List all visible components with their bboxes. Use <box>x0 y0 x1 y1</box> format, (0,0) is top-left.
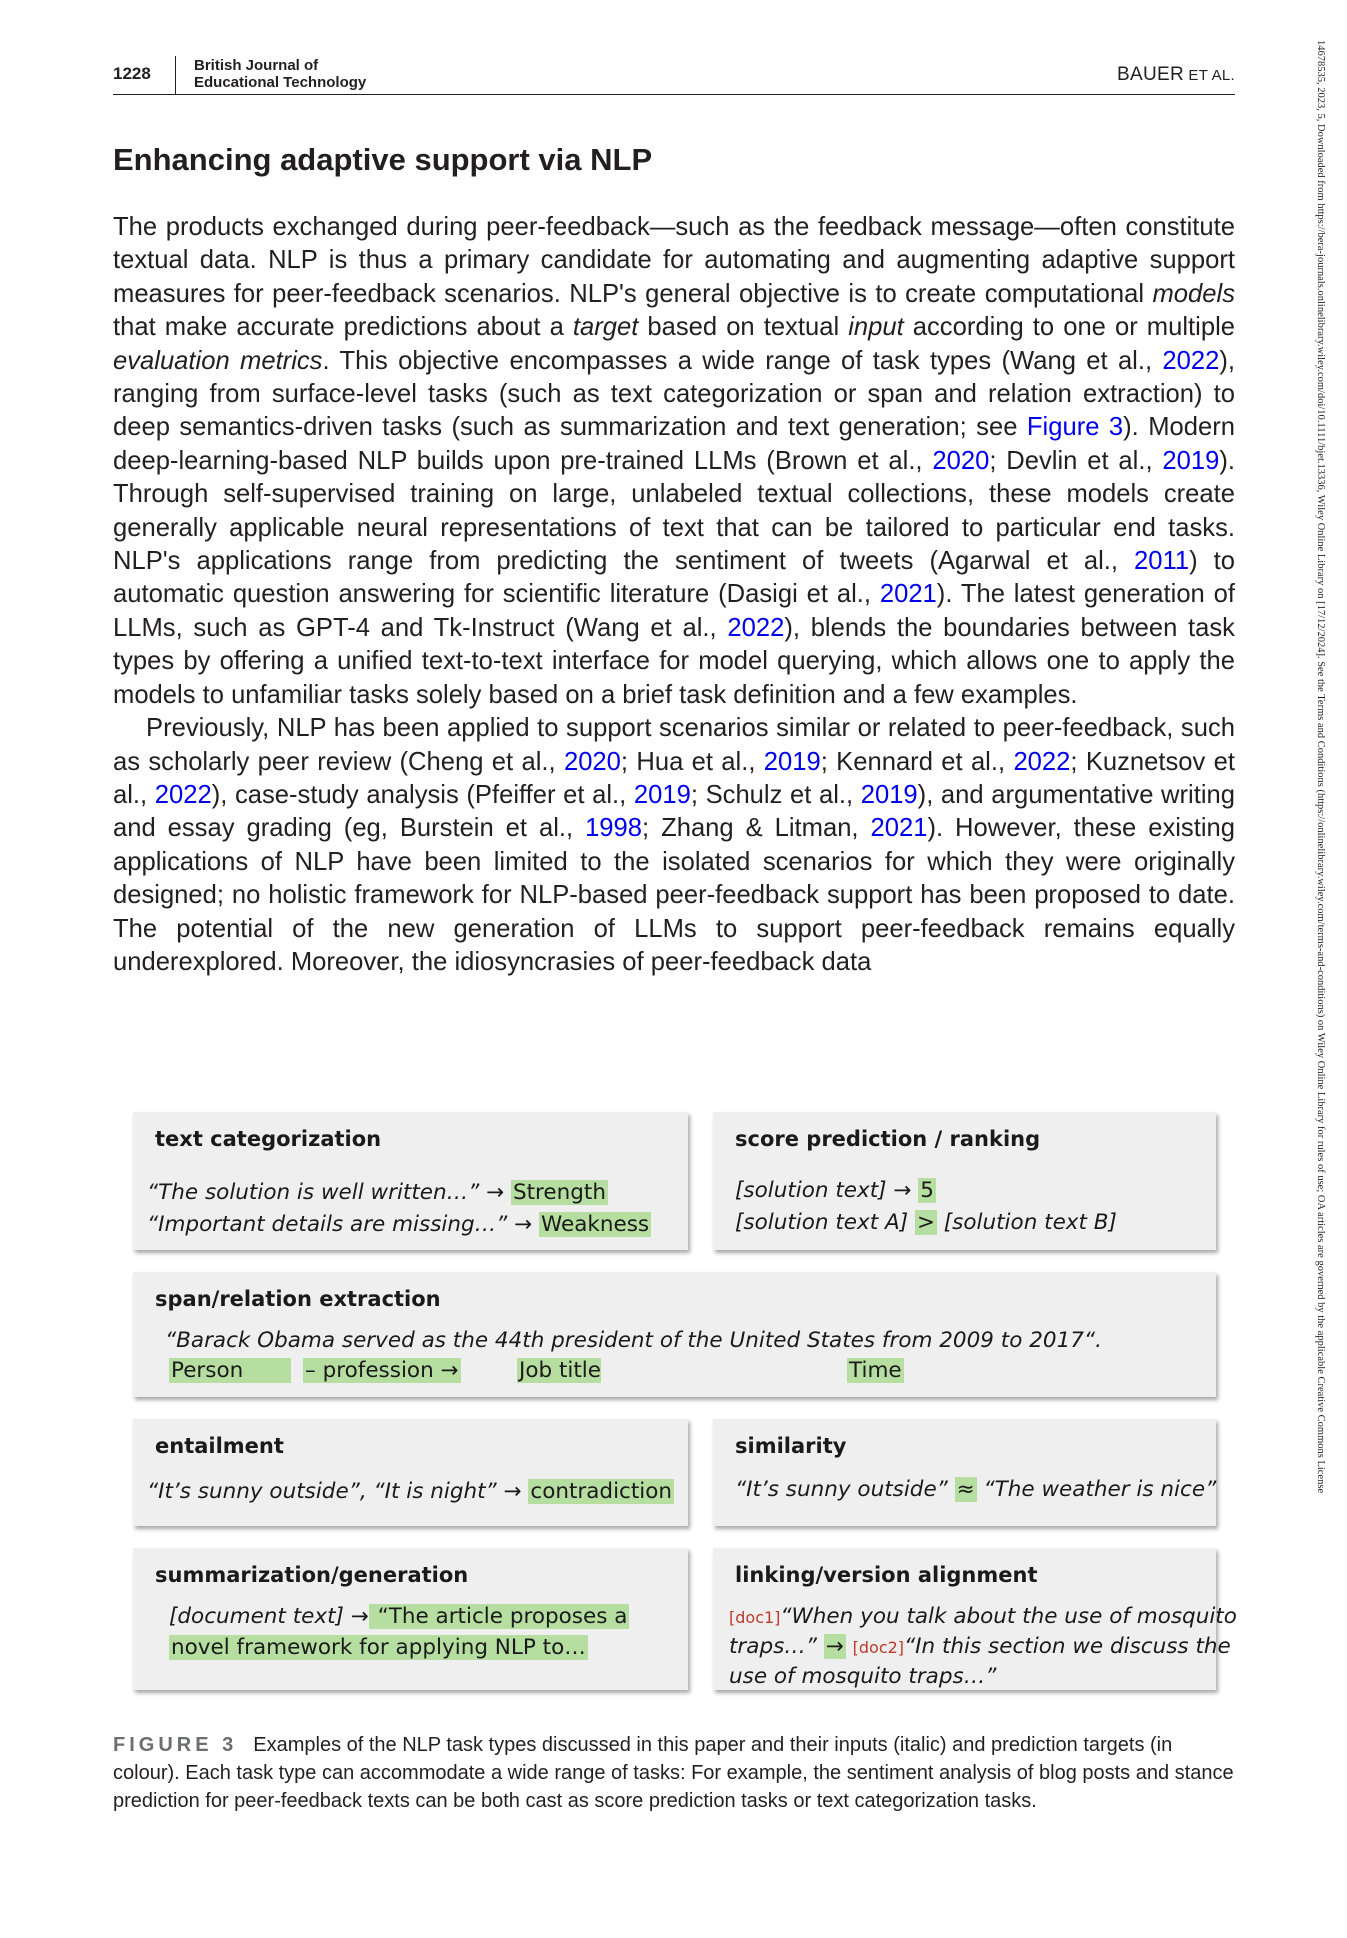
example-line <box>729 1634 1231 1659</box>
citation-link[interactable]: 2019 <box>860 780 918 809</box>
text-run: . This objective encompasses a wide range of task types (Wang et al., <box>322 346 1163 375</box>
text-run: ). Through self-supervised training on large, unlabeled textual collections, these models create generally applicable neural representations of text that can be tailored to particular end tasks. NLP's applications range from predicting the sentiment of tweets (Agarwal et al., <box>113 446 1235 576</box>
text-run: ), case-study analysis (Pfeiffer et al., <box>211 780 634 809</box>
input-text: “It’s sunny outside” <box>735 1477 955 1502</box>
running-authors <box>1117 64 1235 86</box>
text-run: ; Devlin et al., <box>989 446 1163 475</box>
citation-link[interactable]: 2022 <box>1013 747 1071 776</box>
input-text: [solution text B] <box>936 1210 1117 1235</box>
text-run: ; Kennard et al., <box>820 747 1014 776</box>
example-line <box>735 1210 1117 1235</box>
text-run: models <box>1152 279 1235 308</box>
arrow-icon: → <box>503 1479 522 1504</box>
citation-link[interactable]: 2020 <box>932 446 990 475</box>
text-run: ) to automatic question answering for scientific literature (Dasigi et al., <box>113 547 1235 609</box>
input-text: [solution text A] <box>735 1210 915 1235</box>
panel-entailment <box>133 1419 688 1526</box>
text-run: The products exchanged during peer-feedback—such as the feedback message—often constitute textual data. NLP is thus a primary candidate for automating and augmenting adaptive support measures for peer-feedback scenarios. NLP's general objective is to create computational <box>113 213 1235 308</box>
text-run: ; Zhang & Litman, <box>642 814 871 843</box>
download-side-note <box>1300 40 1334 1900</box>
span-label-job-title: Job title <box>519 1358 602 1383</box>
caption-text: Examples of the NLP task types discussed in this paper and their inputs (italic) and prediction targets (in colour). Each task type can accommodate a wide range of tasks: For example, the sentiment analysis of blog posts and stance prediction for peer-feedback texts can be both cast as score prediction tasks or text categorization tasks. <box>113 1734 1234 1812</box>
text-run: according to one or multiple <box>903 313 1235 342</box>
citation-link[interactable]: 2020 <box>563 747 621 776</box>
citation-link[interactable]: 2011 <box>1134 547 1190 576</box>
figure-link[interactable]: Figure 3 <box>1026 413 1124 442</box>
panel-summarization <box>133 1548 688 1690</box>
target-text: novel framework for applying NLP to… <box>171 1635 586 1660</box>
text-run: target <box>572 313 639 342</box>
example-line <box>147 1212 651 1237</box>
body-text <box>113 211 1235 979</box>
text-run: ), and argumentative writing and essay grading (eg, Burstein et al., <box>113 780 1236 843</box>
example-line <box>735 1477 1216 1502</box>
example-line <box>147 1180 608 1205</box>
input-text: [solution text] <box>735 1178 894 1203</box>
input-text: “It’s sunny outside”, “It is night” <box>147 1479 504 1504</box>
arrow-icon: → <box>825 1634 844 1659</box>
figure-caption <box>113 1731 1235 1815</box>
input-text: “In this section we discuss the <box>904 1634 1231 1659</box>
input-text: “The weather is nice” <box>976 1477 1217 1502</box>
example-line <box>735 1178 936 1203</box>
target-label: Strength <box>512 1180 606 1205</box>
journal-name-line2: Educational Technology <box>194 74 367 91</box>
text-run: input <box>848 313 904 342</box>
citation-link[interactable]: 2021 <box>879 580 937 609</box>
input-text: “When you talk about the use of mosquito <box>780 1604 1237 1629</box>
text-run: evaluation metrics <box>113 346 323 375</box>
span-label-person: Person <box>169 1358 291 1383</box>
citation-link[interactable]: 2019 <box>763 747 821 776</box>
arrow-icon: → <box>350 1604 369 1629</box>
text-run: ; Kuznetsov et al., <box>113 747 1236 809</box>
paragraph-2 <box>113 712 1235 979</box>
doc-tag: [doc1] <box>729 1608 781 1627</box>
arrow-icon: → <box>514 1212 533 1237</box>
target-label: Weakness <box>541 1212 650 1237</box>
target-label: 5 <box>920 1178 934 1203</box>
journal-name-line1: British Journal of <box>194 57 319 74</box>
input-text: traps…” <box>729 1634 824 1659</box>
text-run: ). Modern deep-learning-based NLP builds upon pre-trained LLMs (Brown et al., <box>113 413 1235 475</box>
input-text: [document text] <box>169 1604 351 1629</box>
example-line <box>169 1635 588 1660</box>
text-run: ; Schulz et al., <box>690 780 861 809</box>
text-run: ). However, these existing applications of NLP have been limited to the isolated scenarios for which they were originally designed; no holistic framework for NLP-based peer-feedback support has been proposed to date. The potential of the new generation of LLMs to support peer-feedback remains equally underexplored. Moreover, the idiosyncrasies of peer-feedback data <box>113 814 1235 976</box>
example-line <box>147 1479 674 1504</box>
target-label: > <box>916 1210 935 1235</box>
panel-title: similarity <box>735 1434 847 1458</box>
paragraph-1 <box>113 211 1235 712</box>
arrow-icon: → <box>486 1180 505 1205</box>
panel-score-prediction <box>713 1112 1216 1250</box>
text-run: Previously, NLP has been applied to support scenarios similar or related to peer-feedback, such as scholarly peer review (Cheng et al., <box>113 714 1235 776</box>
text-run: ; Hua et al., <box>620 747 764 776</box>
panel-linking <box>713 1548 1237 1690</box>
authors-main: BAUER <box>1117 64 1184 85</box>
citation-link[interactable]: 2022 <box>727 613 785 642</box>
target-label: ≈ <box>956 1477 975 1502</box>
citation-link[interactable]: 2019 <box>1162 446 1220 475</box>
section-title: Enhancing adaptive support via NLP <box>113 142 653 177</box>
header-divider <box>175 56 176 94</box>
span-label-time: Time <box>849 1358 902 1383</box>
panel-title: entailment <box>155 1434 284 1458</box>
example-line <box>169 1604 629 1629</box>
panel-span-relation <box>133 1272 1216 1397</box>
example-line: use of mosquito traps…” <box>729 1664 997 1689</box>
citation-link[interactable]: 2019 <box>633 780 691 809</box>
panel-title: span/relation extraction <box>155 1287 441 1311</box>
text-run: based on textual <box>638 313 849 342</box>
citation-link[interactable]: 2021 <box>870 814 928 843</box>
input-text: “Important details are missing…” <box>147 1212 515 1237</box>
example-sentence: “Barack Obama served as the 44th president of the United States from 2009 to 2017“. <box>165 1328 1102 1353</box>
text-run: ). The latest generation of LLMs, such as GPT-4 and Tk-Instruct (Wang et al., <box>113 580 1235 642</box>
text-run: ), blends the boundaries between task types by offering a unified text-to-text interface for model querying, which allows one to apply the models to unfamiliar tasks solely based on a brief task definition and a few examples. <box>113 613 1235 709</box>
citation-link[interactable]: 1998 <box>585 814 643 843</box>
example-line <box>729 1604 1237 1629</box>
relation-label: – profession → <box>305 1358 459 1383</box>
input-text: “The solution is well written…” <box>147 1180 487 1205</box>
panel-title: summarization/generation <box>155 1563 469 1587</box>
target-label: contradiction <box>530 1479 673 1504</box>
text-run: ), ranging from surface-level tasks (such as text categorization or span and relation extraction) to deep semantics-driven tasks (such as summarization and text generation; see <box>113 346 1235 442</box>
running-header <box>113 54 1235 95</box>
citation-link[interactable]: 2022 <box>154 780 212 809</box>
citation-link[interactable]: 2022 <box>1162 346 1220 375</box>
panel-title: score prediction / ranking <box>735 1127 1041 1151</box>
journal-name <box>194 57 366 91</box>
target-text: “The article proposes a <box>370 1604 628 1629</box>
side-note-text: 14678535, 2023, 5, Downloaded from https://bera-journals.onlinelibrary.wiley.com/doi/10.1111/bjet.13336, Wiley Online Library on [17/12/2024]. See the Terms and Conditions (https://onlinelibrary.wiley.com/terms-and-conditions) on Wiley Online Library for rules of use; OA articles are governed by the applicable Creative Commons License <box>1315 40 1326 1494</box>
figure-label: FIGURE 3 <box>113 1734 238 1756</box>
panel-title: text categorization <box>155 1127 382 1151</box>
panel-similarity <box>713 1419 1216 1526</box>
arrow-icon: → <box>893 1178 912 1203</box>
page-number: 1228 <box>113 64 151 83</box>
panel-title: linking/version alignment <box>735 1563 1038 1587</box>
doc-tag: [doc2] <box>852 1638 905 1657</box>
authors-suffix: ET AL. <box>1183 67 1235 84</box>
text-run: that make accurate predictions about a <box>113 313 573 342</box>
figure-3 <box>133 1112 1237 1692</box>
panel-text-categorization <box>133 1112 688 1250</box>
